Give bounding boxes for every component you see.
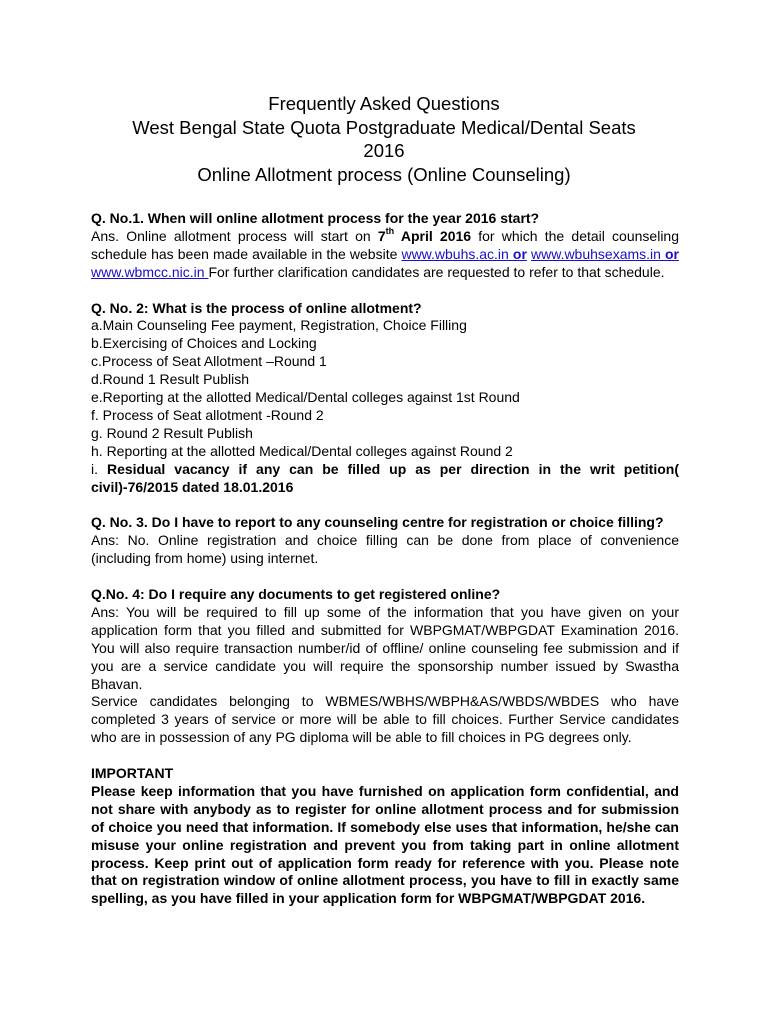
spacer [91, 282, 679, 300]
list-item-prefix: i. [91, 460, 107, 477]
title-line-3: 2016 [363, 140, 405, 161]
answer-3: Ans: No. Online registration and choice filling can be done from place of convenience (including from home) using internet. [91, 532, 679, 567]
link-or-2[interactable]: or [660, 245, 680, 262]
process-steps-list [91, 317, 679, 460]
start-date [378, 228, 471, 244]
link-wbuhsexams[interactable]: www.wbuhsexams.in [531, 245, 661, 262]
spacer [91, 568, 679, 586]
answer-1 [91, 228, 679, 282]
document-body [91, 210, 679, 908]
list-item-text: Residual vacancy if any can be filled up as per direction in the writ petition( civil)-76/2015 dated 18.01.2016 [91, 460, 680, 495]
list-item: a.Main Counseling Fee payment, Registration, Choice Filling [91, 317, 467, 334]
question-1: Q. No.1. When will online allotment process for the year 2016 start? [91, 210, 540, 226]
title-line-2: West Bengal State Quota Postgraduate Medical/Dental Seats [132, 116, 636, 138]
list-item-residual-vacancy [91, 461, 679, 497]
start-date-month-year: April 2016 [394, 227, 472, 244]
question-4: Q.No. 4: Do I require any documents to get registered online? [91, 585, 501, 602]
answer-1-end: For further clarification candidates are requested to refer to that schedule. [208, 263, 665, 280]
link-wbmcc[interactable]: www.wbmcc.nic.in [91, 263, 209, 280]
link-wbuhs[interactable]: www.wbuhs.ac.in [401, 245, 509, 262]
question-2: Q. No. 2: What is the process of online allotment? [91, 299, 422, 316]
important-heading: IMPORTANT [91, 765, 174, 782]
answer-1-mid: for which the detail counseling schedule has been made available in the website [91, 227, 679, 262]
list-item: d.Round 1 Result Publish [91, 371, 249, 388]
list-item: b.Exercising of Choices and Locking [91, 335, 317, 352]
list-item: g. Round 2 Result Publish [91, 424, 253, 441]
question-3: Q. No. 3. Do I have to report to any counseling centre for registration or choice filling? [91, 514, 664, 531]
list-item: h. Reporting at the allotted Medical/Dental colleges against Round 2 [91, 442, 513, 459]
link-or-1[interactable]: or [508, 245, 527, 262]
title-line-4: Online Allotment process (Online Counseling) [197, 163, 571, 185]
document-title [60, 92, 708, 186]
spacer [91, 496, 679, 514]
list-item: e.Reporting at the allotted Medical/Dental colleges against 1st Round [91, 389, 520, 406]
answer-1-start: Ans. Online allotment process will start on [91, 227, 378, 244]
spacer [91, 747, 679, 765]
list-item: c.Process of Seat Allotment –Round 1 [91, 353, 327, 370]
answer-4-part-2: Service candidates belonging to WBMES/WBHS/WBPH&AS/WBDS/WBDES who have completed 3 years of service or more will be able to fill choices. Further Service candidates who are in possession of any PG diploma will be able to fill choices in PG degrees only. [91, 693, 679, 746]
important-text: Please keep information that you have furnished on application form confidential, and not share with anybody as to register for online allotment process and for submission of choice you need that information. If somebody else uses that information, he/she can misuse your online registration and prevent you from taking part in online allotment process. Keep print out of application form ready for reference with you. Please note that on registration window of online allotment process, you have to fill in exactly same spelling, as you have filled in your application form for WBPGMAT/WBPGDAT 2016. [91, 782, 679, 907]
start-date-day: 7 [377, 227, 386, 244]
answer-4-part-1: Ans: You will be required to fill up some of the information that you have given on your application form that you filled and submitted for WBPGMAT/WBPGDAT Examination 2016. You will also require transaction number/id of offline/ online counseling fee submission and if you are a service candidate you will require the sponsorship number issued by Swastha Bhavan. [91, 603, 679, 692]
list-item: f. Process of Seat allotment -Round 2 [91, 406, 324, 423]
title-line-1: Frequently Asked Questions [268, 93, 500, 114]
start-date-suffix: th [385, 226, 395, 237]
